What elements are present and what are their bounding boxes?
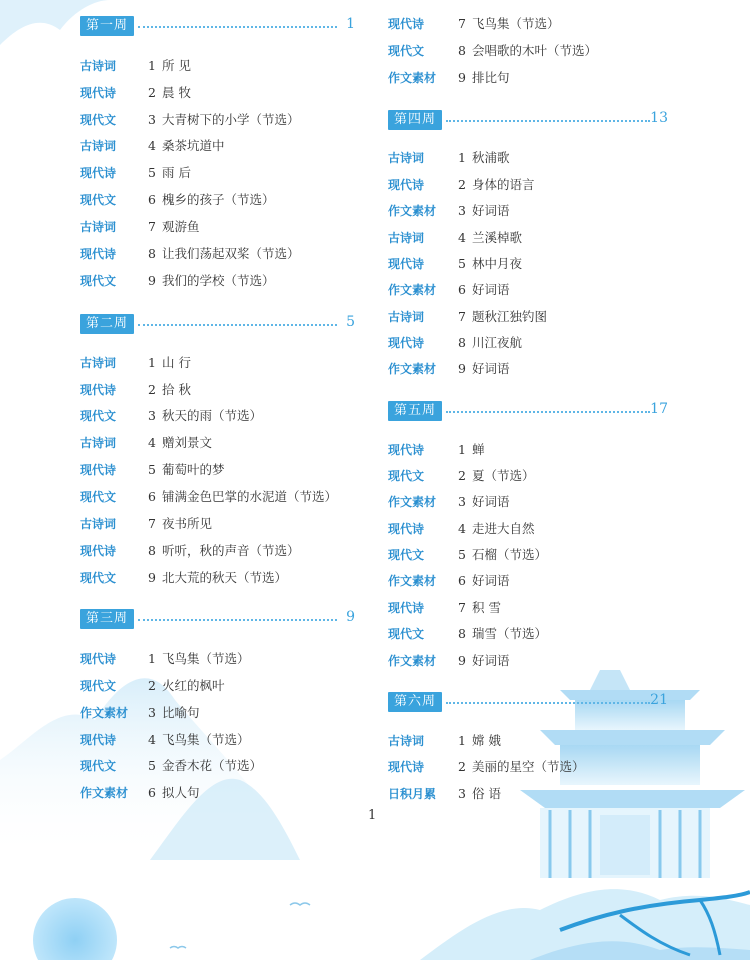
- entry-title: 川江夜航: [472, 335, 523, 350]
- entry-title: 好词语: [472, 203, 510, 218]
- entry-category: 现代诗: [80, 463, 117, 477]
- entry-title: 秋浦歌: [472, 150, 510, 165]
- toc-entry[interactable]: [80, 189, 355, 211]
- entry-title: 葡萄叶的梦: [162, 462, 225, 477]
- entry-category: 现代诗: [80, 86, 117, 100]
- entry-title: 北大荒的秋天（节选）: [162, 570, 288, 585]
- entry-category: 现代文: [80, 193, 117, 207]
- entry-number: 3: [148, 112, 156, 127]
- entry-title: 秋天的雨（节选）: [162, 408, 263, 423]
- entry-category: 现代文: [80, 409, 117, 423]
- toc-entry[interactable]: [388, 491, 668, 513]
- toc-entry[interactable]: [388, 730, 668, 752]
- entry-category: 作文素材: [388, 654, 437, 668]
- toc-entry[interactable]: [388, 332, 668, 354]
- entry-category: 古诗词: [388, 734, 425, 748]
- week-header[interactable]: [388, 690, 668, 714]
- entry-number: 7: [148, 516, 156, 531]
- entry-category: 作文素材: [388, 574, 437, 588]
- entry-category: 现代文: [388, 627, 425, 641]
- entry-number: 8: [148, 246, 156, 261]
- entry-category: 现代诗: [388, 257, 425, 271]
- entry-category: 古诗词: [80, 139, 117, 153]
- toc-entry[interactable]: [388, 544, 668, 566]
- toc-entry[interactable]: [388, 597, 668, 619]
- toc-entry[interactable]: [80, 270, 355, 292]
- toc-entry[interactable]: [388, 253, 668, 275]
- toc-entry[interactable]: [80, 648, 355, 670]
- toc-entry[interactable]: [388, 439, 668, 461]
- entry-number: 5: [458, 547, 466, 562]
- entry-category: 现代文: [80, 759, 117, 773]
- week-badge: 第六周: [388, 692, 442, 712]
- toc-entry[interactable]: [80, 162, 355, 184]
- entry-category: 日积月累: [388, 787, 437, 801]
- entry-number: 9: [148, 273, 156, 288]
- entry-number: 6: [148, 489, 156, 504]
- toc-entry[interactable]: [388, 650, 668, 672]
- entry-category: 作文素材: [388, 362, 437, 376]
- entry-category: 现代诗: [80, 652, 117, 666]
- entry-category: 作文素材: [388, 71, 437, 85]
- entry-category: 现代诗: [388, 760, 425, 774]
- entry-category: 古诗词: [80, 59, 117, 73]
- week-header[interactable]: [80, 14, 355, 38]
- toc-entry[interactable]: [388, 147, 668, 169]
- entry-number: 2: [458, 177, 466, 192]
- entry-category: 现代文: [388, 44, 425, 58]
- toc-entry[interactable]: [388, 783, 668, 805]
- entry-category: 古诗词: [80, 517, 117, 531]
- entry-title: 拟人句: [162, 785, 200, 800]
- entry-number: 9: [458, 361, 466, 376]
- toc-entry[interactable]: [388, 279, 668, 301]
- entry-number: 5: [148, 165, 156, 180]
- entry-title: 题秋江独钓图: [472, 309, 548, 324]
- entry-title: 拾 秋: [162, 382, 191, 397]
- entry-category: 现代文: [80, 679, 117, 693]
- entry-title: 好词语: [472, 573, 510, 588]
- leader-dots: [446, 411, 650, 413]
- entry-title: 嫦 娥: [472, 733, 501, 748]
- entry-title: 飞鸟集（节选）: [162, 651, 250, 666]
- entry-number: 4: [148, 732, 156, 747]
- entry-number: 7: [458, 600, 466, 615]
- week-page-number: 1: [346, 16, 355, 32]
- entry-number: 3: [458, 786, 466, 801]
- toc-entry[interactable]: [80, 379, 355, 401]
- entry-title: 晨 牧: [162, 85, 191, 100]
- entry-title: 好词语: [472, 361, 510, 376]
- entry-category: 作文素材: [388, 204, 437, 218]
- entry-number: 7: [458, 16, 466, 31]
- entry-number: 4: [148, 435, 156, 450]
- toc-entry[interactable]: [80, 135, 355, 157]
- toc-entry[interactable]: [80, 405, 355, 427]
- toc-entry[interactable]: [388, 67, 668, 89]
- toc-entry[interactable]: [388, 227, 668, 249]
- entry-category: 作文素材: [388, 283, 437, 297]
- entry-number: 9: [148, 570, 156, 585]
- toc-entry[interactable]: [80, 55, 355, 77]
- page-number: 1: [368, 808, 377, 823]
- entry-number: 3: [148, 408, 156, 423]
- entry-number: 6: [148, 192, 156, 207]
- toc-entry[interactable]: [80, 109, 355, 131]
- entry-title: 所 见: [162, 58, 191, 73]
- entry-category: 现代诗: [388, 443, 425, 457]
- entry-number: 2: [148, 85, 156, 100]
- entry-title: 飞鸟集（节选）: [162, 732, 250, 747]
- entry-number: 4: [458, 521, 466, 536]
- entry-title: 金香木花（节选）: [162, 758, 263, 773]
- entry-number: 8: [458, 43, 466, 58]
- week-header[interactable]: [388, 399, 668, 423]
- week-badge: 第二周: [80, 314, 134, 334]
- toc-entry[interactable]: [388, 200, 668, 222]
- leader-dots: [138, 619, 337, 621]
- entry-number: 3: [458, 494, 466, 509]
- entry-title: 会唱歌的木叶（节选）: [472, 43, 598, 58]
- entry-title: 好词语: [472, 282, 510, 297]
- entry-category: 作文素材: [388, 495, 437, 509]
- week-page-number: 5: [346, 314, 355, 330]
- entry-number: 7: [458, 309, 466, 324]
- toc-entry[interactable]: [80, 82, 355, 104]
- week-badge: 第一周: [80, 16, 134, 36]
- toc-entry[interactable]: [80, 216, 355, 238]
- leader-dots: [138, 324, 337, 326]
- entry-category: 现代文: [80, 274, 117, 288]
- toc-entry[interactable]: [80, 243, 355, 265]
- entry-title: 赠刘景文: [162, 435, 213, 450]
- toc-entry[interactable]: [388, 623, 668, 645]
- entry-category: 古诗词: [80, 356, 117, 370]
- entry-number: 6: [458, 573, 466, 588]
- entry-title: 让我们荡起双桨（节选）: [162, 246, 300, 261]
- toc-entry[interactable]: [80, 729, 355, 751]
- toc-entry[interactable]: [80, 702, 355, 724]
- entry-title: 蝉: [472, 442, 485, 457]
- entry-number: 1: [148, 651, 156, 666]
- entry-number: 4: [148, 138, 156, 153]
- toc-entry[interactable]: [80, 567, 355, 589]
- entry-category: 现代诗: [388, 522, 425, 536]
- entry-number: 6: [148, 785, 156, 800]
- leader-dots: [138, 26, 337, 28]
- entry-category: 古诗词: [388, 151, 425, 165]
- entry-title: 雨 后: [162, 165, 191, 180]
- entry-title: 听听，秋的声音（节选）: [162, 543, 300, 558]
- toc-entry[interactable]: [388, 518, 668, 540]
- week-page-number: 13: [650, 110, 668, 126]
- week-header[interactable]: [388, 108, 668, 132]
- toc-entry[interactable]: [80, 782, 355, 804]
- entry-title: 桑茶坑道中: [162, 138, 225, 153]
- week-header[interactable]: [80, 312, 355, 336]
- entry-number: 1: [458, 150, 466, 165]
- entry-number: 8: [148, 543, 156, 558]
- entry-category: 现代诗: [80, 544, 117, 558]
- entry-category: 现代诗: [80, 383, 117, 397]
- entry-category: 现代诗: [80, 733, 117, 747]
- entry-title: 身体的语言: [472, 177, 535, 192]
- leader-dots: [446, 702, 650, 704]
- entry-title: 比喻句: [162, 705, 200, 720]
- entry-title: 瑞雪（节选）: [472, 626, 548, 641]
- entry-category: 现代诗: [388, 17, 425, 31]
- entry-number: 7: [148, 219, 156, 234]
- toc-entry[interactable]: [388, 174, 668, 196]
- toc-entry[interactable]: [80, 352, 355, 374]
- entry-number: 9: [458, 70, 466, 85]
- entry-title: 大青树下的小学（节选）: [162, 112, 300, 127]
- leader-dots: [446, 120, 650, 122]
- entry-category: 现代诗: [388, 336, 425, 350]
- entry-title: 好词语: [472, 653, 510, 668]
- entry-number: 2: [458, 468, 466, 483]
- week-page-number: 21: [650, 692, 668, 708]
- toc-entry[interactable]: [388, 40, 668, 62]
- entry-category: 古诗词: [80, 436, 117, 450]
- entry-category: 现代诗: [388, 601, 425, 615]
- entry-title: 我们的学校（节选）: [162, 273, 275, 288]
- entry-title: 俗 语: [472, 786, 501, 801]
- entry-title: 兰溪棹歌: [472, 230, 523, 245]
- entry-number: 2: [458, 759, 466, 774]
- entry-category: 现代文: [388, 469, 425, 483]
- entry-number: 1: [458, 733, 466, 748]
- entry-number: 5: [458, 256, 466, 271]
- entry-title: 铺满金色巴掌的水泥道（节选）: [162, 489, 338, 504]
- entry-title: 美丽的星空（节选）: [472, 759, 585, 774]
- entry-number: 4: [458, 230, 466, 245]
- entry-number: 5: [148, 758, 156, 773]
- entry-title: 好词语: [472, 494, 510, 509]
- toc-entry[interactable]: [388, 570, 668, 592]
- toc-entry[interactable]: [80, 486, 355, 508]
- week-page-number: 9: [346, 609, 355, 625]
- entry-category: 作文素材: [80, 706, 129, 720]
- toc-entry[interactable]: [388, 756, 668, 778]
- toc-entry[interactable]: [388, 358, 668, 380]
- toc-entry[interactable]: [80, 755, 355, 777]
- entry-category: 古诗词: [388, 231, 425, 245]
- entry-title: 石榴（节选）: [472, 547, 548, 562]
- entry-title: 夏（节选）: [472, 468, 535, 483]
- entry-category: 作文素材: [80, 786, 129, 800]
- toc-entry[interactable]: [80, 513, 355, 535]
- entry-category: 古诗词: [80, 220, 117, 234]
- entry-title: 走进大自然: [472, 521, 535, 536]
- entry-number: 8: [458, 626, 466, 641]
- entry-number: 1: [458, 442, 466, 457]
- entry-number: 1: [148, 355, 156, 370]
- toc-entry[interactable]: [388, 465, 668, 487]
- week-badge: 第三周: [80, 609, 134, 629]
- entry-category: 现代诗: [388, 178, 425, 192]
- entry-title: 观游鱼: [162, 219, 200, 234]
- entry-number: 3: [458, 203, 466, 218]
- entry-number: 9: [458, 653, 466, 668]
- toc-entry[interactable]: [80, 432, 355, 454]
- entry-number: 2: [148, 678, 156, 693]
- entry-title: 山 行: [162, 355, 191, 370]
- toc-entry[interactable]: [388, 306, 668, 328]
- entry-number: 2: [148, 382, 156, 397]
- entry-category: 现代文: [80, 113, 117, 127]
- toc-entry[interactable]: [80, 675, 355, 697]
- entry-category: 现代文: [80, 571, 117, 585]
- entry-number: 3: [148, 705, 156, 720]
- entry-title: 飞鸟集（节选）: [472, 16, 560, 31]
- entry-category: 古诗词: [388, 310, 425, 324]
- entry-number: 8: [458, 335, 466, 350]
- week-header[interactable]: [80, 607, 355, 631]
- entry-number: 6: [458, 282, 466, 297]
- week-badge: 第五周: [388, 401, 442, 421]
- entry-number: 1: [148, 58, 156, 73]
- entry-title: 槐乡的孩子（节选）: [162, 192, 275, 207]
- week-page-number: 17: [650, 401, 668, 417]
- toc-entry[interactable]: [388, 13, 668, 35]
- entry-category: 现代诗: [80, 166, 117, 180]
- entry-title: 林中月夜: [472, 256, 523, 271]
- entry-title: 夜书所见: [162, 516, 213, 531]
- week-badge: 第四周: [388, 110, 442, 130]
- entry-title: 积 雪: [472, 600, 501, 615]
- toc-entry[interactable]: [80, 540, 355, 562]
- entry-category: 现代文: [388, 548, 425, 562]
- entry-title: 排比句: [472, 70, 510, 85]
- entry-title: 火红的枫叶: [162, 678, 225, 693]
- toc-entry[interactable]: [80, 459, 355, 481]
- entry-number: 5: [148, 462, 156, 477]
- entry-category: 现代诗: [80, 247, 117, 261]
- entry-category: 现代文: [80, 490, 117, 504]
